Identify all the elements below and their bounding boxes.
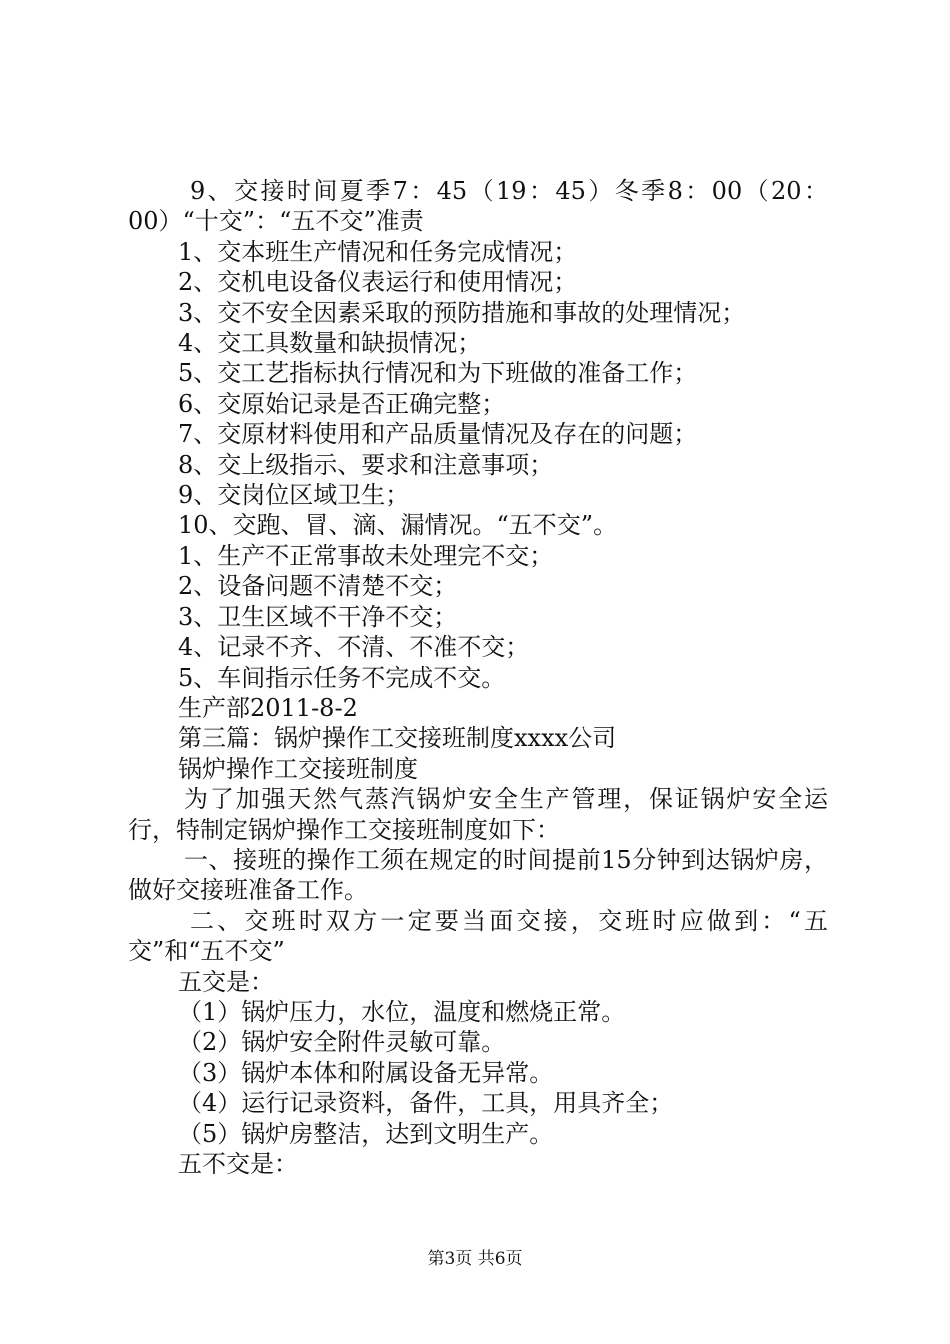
text-line: 交”和“五不交” (128, 937, 285, 966)
text-line: 3、卫生区域不干净不交； (178, 602, 458, 631)
text-line: （1）锅炉压力，水位，温度和燃烧正常。 (178, 997, 626, 1026)
page-number: 第3页 共6页 (427, 1249, 523, 1269)
text-line: 1、生产不正常事故未处理完不交； (178, 541, 554, 570)
text-line: 2、设备问题不清楚不交； (178, 572, 458, 601)
text-line: 行，特制定锅炉操作工交接班制度如下： (128, 815, 560, 844)
text-line: 二、交班时双方一定要当面交接，交班时应做到：“五 (190, 906, 828, 935)
text-line: 00）“十交”：“五不交”准责 (128, 207, 424, 236)
text-line: 1、交本班生产情况和任务完成情况； (178, 237, 578, 266)
document-body (128, 176, 828, 1179)
text-line: 10、交跑、冒、滴、漏情况。“五不交”。 (178, 511, 618, 540)
text-line: 2、交机电设备仪表运行和使用情况； (178, 268, 578, 297)
text-line: 一、接班的操作工须在规定的时间提前15分钟到达锅炉房， (184, 845, 828, 874)
text-line: 五交是： (178, 967, 274, 996)
text-line: 9、交接时间夏季7：45（19：45）冬季8：00（20： (190, 177, 828, 205)
text-line: 为了加强天然气蒸汽锅炉安全生产管理，保证锅炉安全运 (184, 785, 828, 814)
text-line: 做好交接班准备工作。 (128, 876, 368, 905)
text-line: （3）锅炉本体和附属设备无异常。 (178, 1058, 554, 1087)
text-line: 3、交不安全因素采取的预防措施和事故的处理情况； (178, 298, 746, 327)
text-line: 6、交原始记录是否正确完整； (178, 389, 506, 418)
text-line: （2）锅炉安全附件灵敏可靠。 (178, 1028, 506, 1057)
text-line: 五不交是： (178, 1150, 298, 1178)
text-line: （5）锅炉房整洁，达到文明生产。 (178, 1119, 554, 1148)
text-line: 7、交原材料使用和产品质量情况及存在的问题； (178, 420, 698, 449)
text-line: 生产部2011-8-2 (178, 693, 358, 722)
page-footer (0, 1244, 950, 1269)
section-heading: 第三篇：锅炉操作工交接班制度xxxx公司 (178, 724, 617, 753)
text-line: 4、记录不齐、不清、不准不交； (178, 633, 530, 662)
text-line: 9、交岗位区域卫生； (178, 481, 410, 510)
text-line: 5、交工艺指标执行情况和为下班做的准备工作； (178, 359, 698, 388)
document-title: 锅炉操作工交接班制度 (178, 754, 418, 783)
text-line: 5、车间指示任务不完成不交。 (178, 663, 506, 692)
text-line: （4）运行记录资料，备件，工具，用具齐全； (178, 1089, 674, 1118)
text-line: 8、交上级指示、要求和注意事项； (178, 450, 554, 479)
text-line: 4、交工具数量和缺损情况； (178, 329, 482, 358)
